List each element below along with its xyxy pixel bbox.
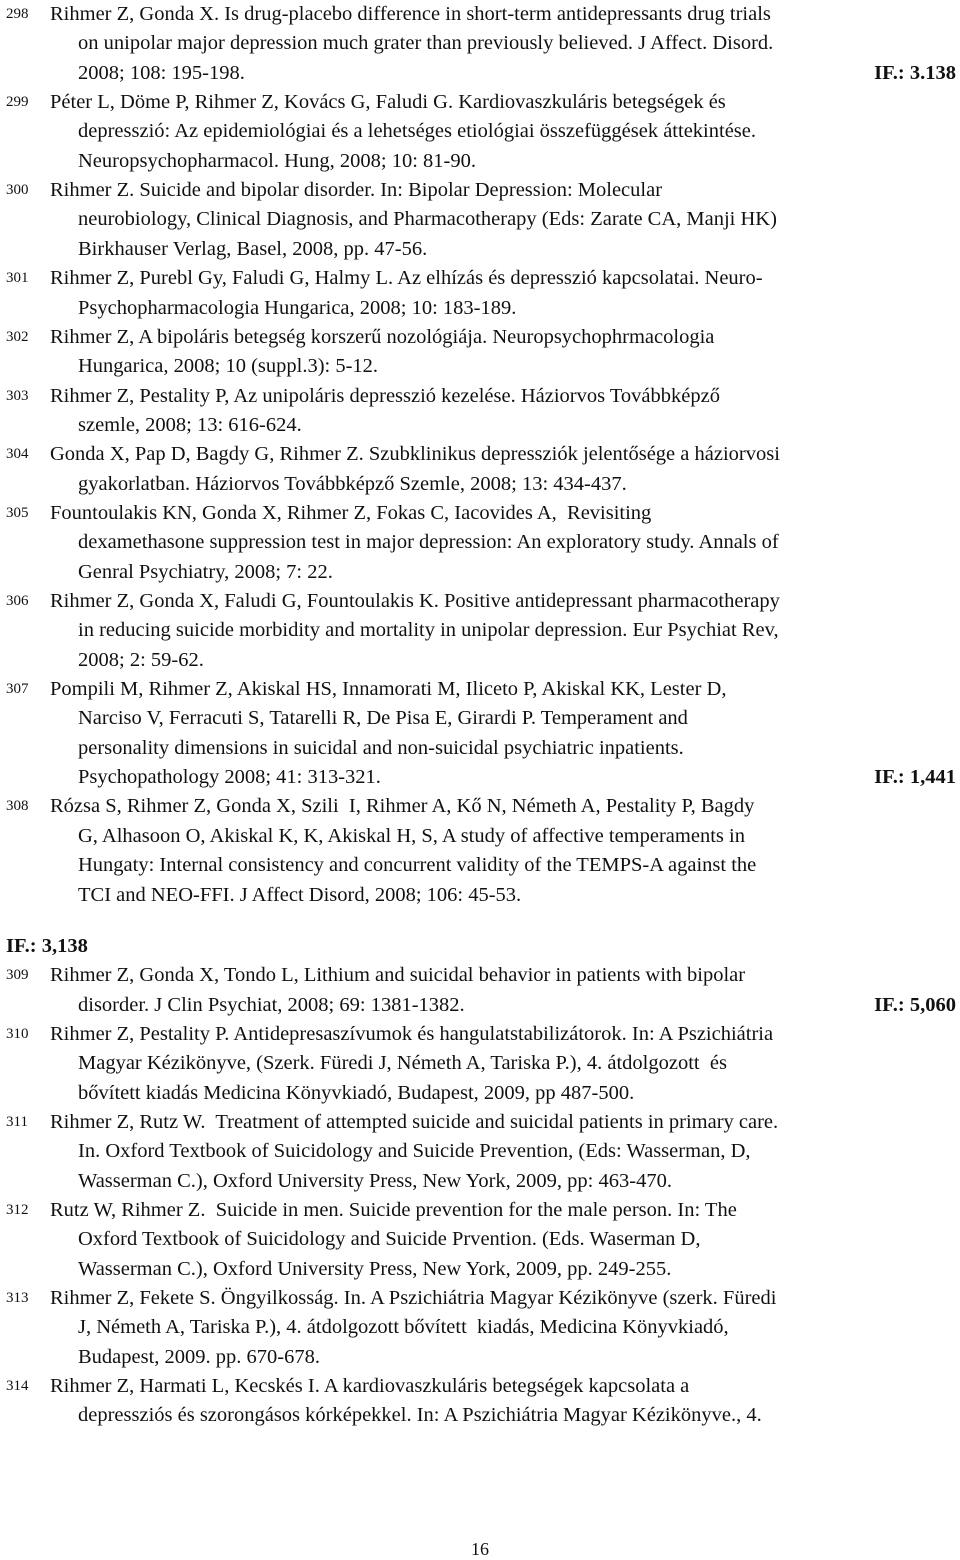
- reference-number: 308: [6, 798, 29, 815]
- reference-text: G, Alhasoon O, Akiskal K, K, Akiskal H, S, A study of affective temperaments in: [78, 824, 745, 847]
- reference-text: in reducing suicide morbidity and mortality in unipolar depression. Eur Psychiat Rev,: [78, 619, 779, 642]
- reference-line: [0, 88, 960, 117]
- reference-number: 312: [6, 1202, 29, 1218]
- reference-number: 299: [6, 94, 29, 111]
- reference-text: Rihmer Z, Pestality P. Antidepresaszívumok és hangulatstabilizátorok. In: A Pszichiátria: [50, 1022, 774, 1045]
- reference-number: 311: [6, 1113, 28, 1130]
- reference-line: [0, 294, 960, 323]
- reference-line: [0, 1137, 960, 1166]
- reference-line: [0, 440, 960, 469]
- reference-line: [0, 1372, 960, 1401]
- reference-line: [0, 1225, 960, 1254]
- reference-text: Rihmer Z, Gonda X, Tondo L, Lithium and suicidal behavior in patients with bipolar: [50, 964, 746, 987]
- reference-line: [0, 704, 960, 733]
- reference-text: Rózsa S, Rihmer Z, Gonda X, Szili I, Rihmer A, Kő N, Németh A, Pestality P, Bagdy: [50, 795, 755, 818]
- reference-text: Fountoulakis KN, Gonda X, Rihmer Z, Fokas C, Iacovides A, Revisiting: [50, 501, 652, 524]
- reference-number: 314: [6, 1378, 29, 1395]
- reference-text: Rihmer Z, Gonda X, Faludi G, Fountoulakis K. Positive antidepressant pharmacotherapy: [50, 590, 780, 612]
- reference-line: [0, 991, 960, 1020]
- reference-line: [0, 587, 960, 616]
- reference-line: [0, 1255, 960, 1284]
- reference-text: In. Oxford Textbook of Suicidology and Suicide Prevention, (Eds: Wasserman, D,: [78, 1140, 751, 1163]
- reference-text: Narciso V, Ferracuti S, Tatarelli R, De Pisa E, Girardi P. Temperament and: [78, 707, 688, 730]
- reference-text: bővített kiadás Medicina Könyvkiadó, Budapest, 2009, pp 487-500.: [78, 1081, 635, 1104]
- impact-factor: IF.: 5,060: [874, 993, 956, 1016]
- reference-line: [0, 411, 960, 440]
- reference-line: [0, 675, 960, 704]
- reference-number: 306: [6, 593, 29, 609]
- reference-line: [0, 1020, 960, 1049]
- reference-line: [0, 1196, 960, 1225]
- reference-number: 300: [6, 182, 29, 199]
- reference-line: [0, 59, 960, 88]
- impact-factor-total: IF.: 3,138: [6, 934, 88, 957]
- reference-line: [0, 29, 960, 58]
- reference-line: [0, 352, 960, 381]
- reference-line: [0, 382, 960, 411]
- reference-text: Wasserman C.), Oxford University Press, New York, 2009, pp: 463-470.: [78, 1169, 672, 1192]
- reference-text: Péter L, Döme P, Rihmer Z, Kovács G, Faludi G. Kardiovaszkuláris betegségek és: [50, 91, 726, 114]
- reference-text: Rihmer Z. Suicide and bipolar disorder. In: Bipolar Depression: Molecular: [50, 179, 663, 202]
- reference-line: [0, 1284, 960, 1313]
- reference-line: [0, 470, 960, 499]
- reference-line: [0, 616, 960, 645]
- reference-text: Rihmer Z, Purebl Gy, Faludi G, Halmy L. Az elhízás és depresszió kapcsolatai. Neuro-: [50, 267, 763, 290]
- reference-text: 2008; 108: 195-198.: [78, 61, 245, 84]
- reference-text: Rihmer Z, Gonda X. Is drug-placebo difference in short-term antidepressants drug trials: [50, 3, 771, 25]
- reference-text: Hungaty: Internal consistency and concurrent validity of the TEMPS-A against the: [78, 854, 757, 877]
- reference-line: [0, 147, 960, 176]
- reference-number: 298: [6, 6, 29, 22]
- reference-line: [0, 1108, 960, 1137]
- reference-text: Wasserman C.), Oxford University Press, New York, 2009, pp. 249-255.: [78, 1257, 672, 1280]
- reference-line: [0, 763, 960, 792]
- reference-line: [0, 1049, 960, 1078]
- reference-number: 304: [6, 446, 29, 463]
- reference-line: [0, 851, 960, 880]
- reference-text: disorder. J Clin Psychiat, 2008; 69: 1381-1382.: [78, 993, 465, 1016]
- reference-line: [0, 1343, 960, 1372]
- reference-line: [0, 323, 960, 352]
- reference-line: [0, 961, 960, 990]
- reference-text: depresszió: Az epidemiológiai és a lehetséges etiológiai összefüggések áttekintése.: [78, 120, 756, 143]
- reference-text: Magyar Kézikönyve, (Szerk. Füredi J, Németh A, Tariska P.), 4. átdolgozott és: [78, 1052, 727, 1075]
- reference-number: 301: [6, 270, 29, 287]
- reference-number: 313: [6, 1290, 29, 1307]
- reference-line: [0, 1401, 960, 1430]
- reference-text: Rihmer Z, A bipoláris betegség korszerű nozológiája. Neuropsychophrmacologia: [50, 325, 715, 348]
- reference-text: TCI and NEO-FFI. J Affect Disord, 2008; 106: 45-53.: [78, 883, 522, 906]
- reference-text: depressziós és szorongásos kórképekkel. In: A Pszichiátria Magyar Kézikönyve., 4.: [78, 1404, 762, 1427]
- reference-text: J, Németh A, Tariska P.), 4. átdolgozott bővített kiadás, Medicina Könyvkiadó,: [78, 1316, 729, 1339]
- reference-line: [0, 1313, 960, 1342]
- reference-text: Gonda X, Pap D, Bagdy G, Rihmer Z. Szubklinikus depressziók jelentősége a háziorvosi: [50, 443, 780, 466]
- reference-line: [0, 117, 960, 146]
- reference-text: 2008; 2: 59-62.: [78, 648, 204, 671]
- reference-text: Rihmer Z, Harmati L, Kecskés I. A kardiovaszkuláris betegségek kapcsolata a: [50, 1375, 690, 1398]
- reference-line: [0, 1079, 960, 1108]
- reference-text: Rihmer Z, Fekete S. Öngyilkosság. In. A Pszichiátria Magyar Kézikönyve (szerk. Füredi: [50, 1287, 777, 1310]
- reference-text: Rihmer Z, Pestality P, Az unipoláris depresszió kezelése. Háziorvos Továbbképző: [50, 384, 720, 407]
- reference-number: 310: [6, 1025, 29, 1042]
- reference-text: Psychopharmacologia Hungarica, 2008; 10: 183-189.: [78, 296, 517, 319]
- reference-line: [0, 734, 960, 763]
- reference-text: Pompili M, Rihmer Z, Akiskal HS, Innamorati M, Iliceto P, Akiskal KK, Lester D,: [50, 678, 727, 701]
- reference-text: on unipolar major depression much grater than previously believed. J Affect. Disord.: [78, 32, 774, 55]
- reference-line: [0, 822, 960, 851]
- reference-line: [0, 932, 960, 961]
- reference-line: [0, 235, 960, 264]
- reference-line: [0, 1167, 960, 1196]
- page-number: 16: [471, 1539, 489, 1559]
- impact-factor: IF.: 1,441: [874, 766, 956, 789]
- reference-line: [0, 0, 960, 29]
- impact-factor: IF.: 3.138: [874, 61, 956, 84]
- reference-text: Hungarica, 2008; 10 (suppl.3): 5-12.: [78, 355, 379, 378]
- reference-line: [0, 792, 960, 821]
- reference-number: 307: [6, 681, 29, 698]
- reference-line: [0, 528, 960, 557]
- reference-line: [0, 646, 960, 675]
- reference-text: Genral Psychiatry, 2008; 7: 22.: [78, 560, 333, 583]
- reference-text: Neuropsychopharmacol. Hung, 2008; 10: 81-90.: [78, 149, 476, 172]
- reference-text: Rutz W, Rihmer Z. Suicide in men. Suicide prevention for the male person. In: The: [50, 1199, 737, 1221]
- reference-text: dexamethasone suppression test in major depression: An exploratory study. Annals of: [78, 531, 779, 554]
- reference-number: 309: [6, 967, 29, 984]
- reference-number: 305: [6, 504, 29, 521]
- reference-text: gyakorlatban. Háziorvos Továbbképző Szemle, 2008; 13: 434-437.: [78, 472, 627, 495]
- reference-text: neurobiology, Clinical Diagnosis, and Pharmacotherapy (Eds: Zarate CA, Manji HK): [78, 208, 777, 231]
- reference-text: Rihmer Z, Rutz W. Treatment of attempted suicide and suicidal patients in primary care.: [50, 1110, 779, 1133]
- reference-text: Psychopathology 2008; 41: 313-321.: [78, 766, 381, 789]
- reference-line: [0, 881, 960, 910]
- reference-text: szemle, 2008; 13: 616-624.: [78, 413, 302, 436]
- reference-line: [0, 499, 960, 528]
- reference-line: [0, 558, 960, 587]
- reference-text: Oxford Textbook of Suicidology and Suicide Prvention. (Eds. Waserman D,: [78, 1228, 701, 1251]
- reference-line: [0, 176, 960, 205]
- reference-line: [0, 264, 960, 293]
- reference-text: Budapest, 2009. pp. 670-678.: [78, 1345, 320, 1368]
- reference-number: 302: [6, 328, 29, 345]
- reference-text: Birkhauser Verlag, Basel, 2008, pp. 47-56.: [78, 237, 428, 260]
- reference-line: [0, 205, 960, 234]
- reference-text: personality dimensions in suicidal and non-suicidal psychiatric inpatients.: [78, 736, 684, 759]
- reference-number: 303: [6, 387, 29, 404]
